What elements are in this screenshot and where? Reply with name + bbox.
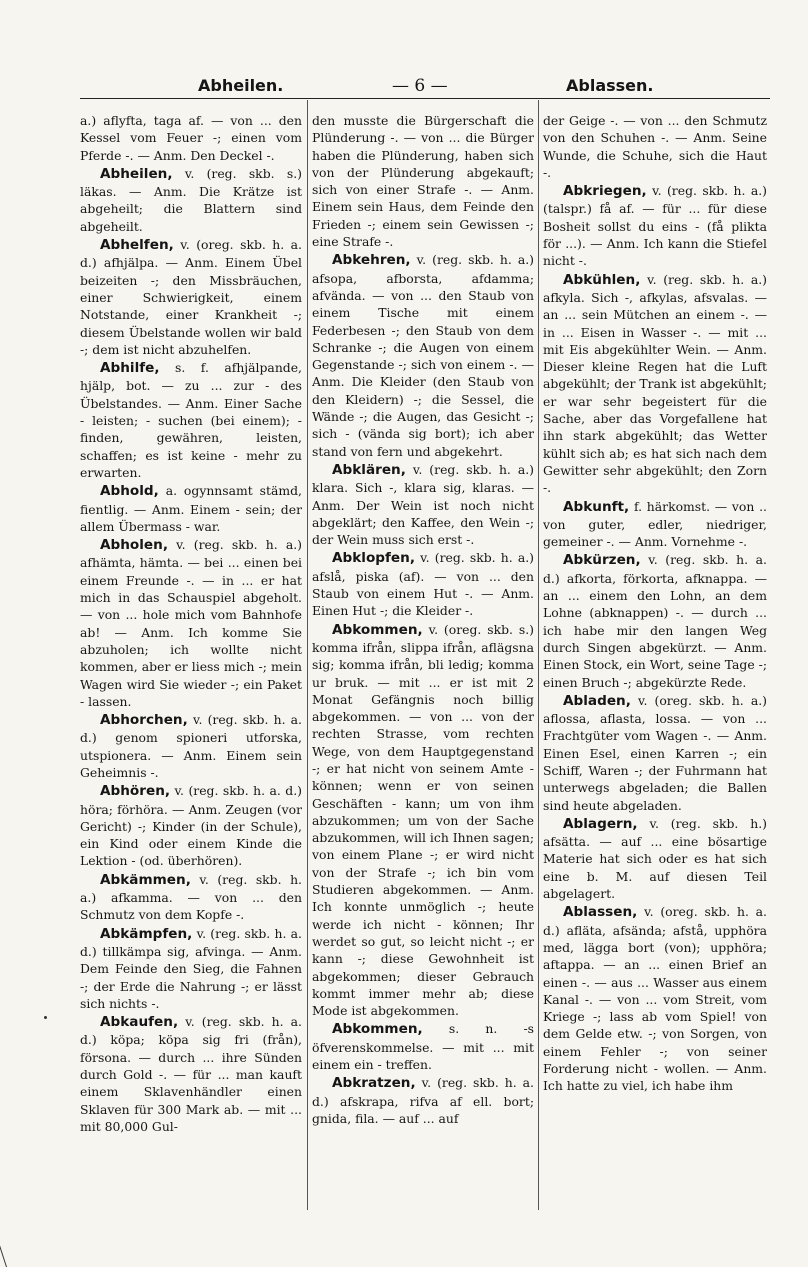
entry-text: v. (reg. skb. h. a. d.) afskrapa, rifva af ell. bort; gnida, fila. — auf ... auf xyxy=(312,1075,534,1126)
entry-text: der Geige -. — von ... den Schmutz von den Schuhen -. — Anm. Seine Wunde, die Schuhe, sich die Haut -. xyxy=(543,113,767,180)
column-2 xyxy=(312,112,534,1212)
dictionary-entry xyxy=(312,1074,534,1127)
entry-headword: Abkämpfen, xyxy=(100,925,193,942)
entry-text: v. (reg. skb. h. a.) afslå, piska (af). — von ... den Staub von einem Hut -. — Anm. Einen Hut -; die Kleider -. xyxy=(312,550,534,619)
entry-headword: Abkommen, xyxy=(332,1021,423,1038)
entry-headword: Abkratzen, xyxy=(332,1075,416,1092)
entry-headword: Ablagern, xyxy=(563,815,638,832)
entry-text: f. härkomst. — von .. von guter, edler, niedriger, gemeiner -. — Anm. Vornehme -. xyxy=(543,498,767,550)
page-header xyxy=(80,76,770,98)
dictionary-entry xyxy=(80,359,302,481)
entry-text: v. (oreg. skb. h. a.) aflossa, aflasta, lossa. — von ... Frachtgüter vom Wagen -. — Anm. Einen Esel, einen Karren -; ein Schiff, Waren -; der Fuhrmann hat unterwegs abgeladen; die Ballen sind heute abgeladen. xyxy=(543,692,767,813)
dictionary-entry xyxy=(543,692,767,814)
entry-text: v. (reg. skb. h. a.) klara. Sich -, klara sig, klaras. — Anm. Der Wein ist noch nicht abgeklärt; den Kaffee, den Wein -; der Wein muss sich erst -. xyxy=(312,461,534,548)
entry-headword: Abhilfe, xyxy=(100,360,160,377)
dictionary-entry xyxy=(312,251,534,460)
entry-headword: Abhören, xyxy=(100,783,171,800)
page-number: — 6 — xyxy=(392,76,448,96)
dictionary-entry xyxy=(80,871,302,924)
entry-text: a.) aflyfta, taga af. — von ... den Kessel vom Feuer -; einen vom Pferde -. — Anm. Den Deckel -. xyxy=(80,113,302,163)
dictionary-entry xyxy=(80,236,302,358)
dictionary-entry xyxy=(543,112,767,181)
entry-text: v. (reg. skb. h. a. d.) köpa; köpa sig fri (från), försona. — durch ... ihre Sünden durch Gold -. — für ... man kauft einem Sklavenhändler einen Sklaven für 300 Mark ab. — mit ... mit 80,000 Gul- xyxy=(80,1014,302,1134)
entry-text: s. f. afhjälpande, hjälp, bot. — zu ... zur - des Übelstandes. — Anm. Einer Sache - leisten; - suchen (bei einem); - finden, gewähren, leisten, schaffen; es ist keine - mehr zu erwarten. xyxy=(80,360,302,480)
dictionary-entry xyxy=(543,815,767,902)
column-1 xyxy=(80,112,302,1212)
dictionary-entry xyxy=(80,536,302,710)
dictionary-entry xyxy=(312,112,534,250)
entry-headword: Abkommen, xyxy=(332,621,423,638)
entry-text: v. (reg. skb. h. a. d.) afkorta, förkorta, afknappa. — an ... einem den Lohn, an dem Lohne (abknappen) -. — durch ... ich habe mir den langen Weg durch Singen abgekürzt. — Anm. Einen Stock, ein Wort, seine Tage -; einen Bruch -; abgekürzte Rede. xyxy=(543,552,767,690)
dictionary-entry xyxy=(80,711,302,781)
dictionary-entry xyxy=(543,551,767,690)
page-edge-mark xyxy=(0,1230,27,1267)
entry-headword: Abhold, xyxy=(100,483,159,500)
entry-text: a. ogynnsamt stämd, fientlig. — Anm. Einem - sein; der allem Übermass - war. xyxy=(80,483,302,534)
dictionary-entry xyxy=(543,498,767,551)
entry-text: v. (oreg. skb. h. a. d.) afhjälpa. — Anm. Einem Übel beizeiten -; den Missbräuchen, einer Schwierigkeit, einem Notstande, einer Krankheit -; diesem Übelstande wollen wir bald -; dem ist nicht abzuhelfen. xyxy=(80,237,302,357)
dictionary-entry xyxy=(80,782,302,869)
entry-headword: Abhorchen, xyxy=(100,712,188,729)
dictionary-entry xyxy=(312,461,534,548)
dictionary-entry xyxy=(312,549,534,619)
entry-headword: Abklären, xyxy=(332,461,406,478)
entry-text: v. (oreg. skb. h. a. d.) afläta, afsända; afstå, upphöra med, lägga bort (von); upphöra; aftappa. — an ... einen Brief an einen -. — aus ... Wasser aus einem Kanal -. — von ... vom Streit, vom Kriege -; lass ab vom Spiel! von dem Gelde etw. -; von Sorgen, von einem Fehler -; von seiner Forderung nicht - wollen. — Anm. Ich hatte zu viel, ich habe ihm xyxy=(543,904,767,1094)
header-left-guideword: Abheilen. xyxy=(198,76,284,95)
entry-text: v. (reg. skb. h. a.) afhämta, hämta. — bei ... einen bei einem Freunde -. — in ... er hat mich in das Schauspiel abgeholt. — von ... hole mich vom Bahnhofe ab! — Anm. Ich komme Sie abzuholen; ich wollte nicht kommen, aber er liess mich -; mein Wagen wird Sie wieder -; ein Paket - lassen. xyxy=(80,537,302,709)
entry-headword: Abladen, xyxy=(563,692,631,709)
entry-text: v. (reg. skb. h. a.) afkamma. — von ... den Schmutz von dem Kopfe -. xyxy=(80,871,302,923)
entry-text: v. (reg. skb. h. a. d.) genom spioneri utforska, utspionera. — Anm. Einem sein Geheimnis -. xyxy=(80,712,302,780)
dictionary-entry xyxy=(312,1020,534,1073)
entry-text: v. (oreg. skb. s.) komma ifrån, slippa ifrån, aflägsna sig; komma ifrån, bli ledig; komma ur bruk. — mit ... er ist mit 2 Monat Gefängnis noch billig abgekommen. — von ... von der rechten Strasse, vom rechten Wege, von dem Hauptgegenstand -; er hat nicht von seinem Amte - können; wenn er von seinen Geschäften - kann; um von ihm abzukommen; um von der Sache abzukommen, will ich Ihnen sagen; von einem Plane -; er wird nicht von der Strafe -; ich bin vom Studieren abgekommen. — Anm. Ich konnte unmöglich -; heute werde ich nicht - können; Ihr werdet so gut, so leicht nicht -; er kann -; diese Gewohnheit ist abgekommen; dieser Gebrauch kommt immer mehr ab; diese Mode ist abgekommen. xyxy=(312,621,534,1019)
entry-text: v. (reg. skb. h. a.) (talspr.) få af. — für ... für diese Bosheit sollst du eins - (få plikta för ...). — Anm. Ich kann die Stiefel nicht -. xyxy=(543,183,767,269)
dictionary-entry xyxy=(80,112,302,164)
entry-text: v. (reg. skb. h. a.) afkyla. Sich -, afkylas, afsvalas. — an ... sein Mütchen an einem -. — in ... Eisen in Wasser -. — mit ... mit Eis abgekühlter Wein. — Anm. Dieser kleine Regen hat die Luft abgekühlt; der Trank ist abgekühlt; er war sehr begeistert für die Sache, aber das Vorgefallene hat ihn stark abgekühlt; das Wetter kühlt sich ab; es hat sich nach dem Gewitter sehr abgekühlt; den Zorn -. xyxy=(543,271,767,496)
entry-headword: Ablassen, xyxy=(563,904,638,921)
dictionary-entry xyxy=(80,165,302,235)
column-3 xyxy=(543,112,767,1212)
entry-headword: Abkriegen, xyxy=(563,183,647,200)
margin-dot xyxy=(44,1016,47,1019)
dictionary-entry xyxy=(543,271,767,497)
entry-text: v. (reg. skb. h. a. d.) höra; förhöra. — Anm. Zeugen (vor Gericht) -; Kinder (in der Schule), ein Kind oder einem Kinde die Lektion - (od. überhören). xyxy=(80,783,302,869)
entry-headword: Abkehren, xyxy=(332,252,411,269)
dictionary-entry xyxy=(312,621,534,1020)
header-right-guideword: Ablassen. xyxy=(566,76,654,95)
column-divider xyxy=(538,100,539,1210)
dictionary-entry xyxy=(543,903,767,1094)
entry-headword: Abklopfen, xyxy=(332,550,415,567)
entry-headword: Abkämmen, xyxy=(100,871,191,888)
entry-text: v. (reg. skb. h. a.) afsopa, afborsta, afdamma; afvända. — von ... den Staub von einem Tische mit einem Federbesen -; den Staub von dem Schranke -; die Augen von einem Gegenstande -; sich von einem -. — Anm. Die Kleider (den Staub von den Kleidern) -; die Sessel, die Wände -; die Augen, das Gesicht -; sich - (vända sig bort); ich aber stand von fern und abgekehrt. xyxy=(312,252,534,459)
entry-headword: Abkühlen, xyxy=(563,271,641,288)
entry-headword: Abholen, xyxy=(100,537,168,554)
column-divider xyxy=(307,100,308,1210)
header-rule xyxy=(80,98,770,99)
dictionary-entry xyxy=(80,925,302,1012)
entry-text: v. (reg. skb. h. a. d.) tillkämpa sig, afvinga. — Anm. Dem Feinde den Sieg, die Fahnen -; der Erde die Nahrung -; er lässt sich nichts -. xyxy=(80,925,302,1011)
dictionary-entry xyxy=(80,482,302,535)
entry-headword: Abhelfen, xyxy=(100,237,174,254)
entry-headword: Abkaufen, xyxy=(100,1014,179,1031)
entry-headword: Abkunft, xyxy=(563,498,630,515)
entry-text: s. n. -s öfverenskommelse. — mit ... mit einem ein - treffen. xyxy=(312,1021,534,1073)
entry-text: den musste die Bürgerschaft die Plünderung -. — von ... die Bürger haben die Plünderung, haben sich von der Plünderung abgekauft; sich von einer Strafe -. — Anm. Einem sein Haus, dem Feinde den Frieden -; einem sein Gewissen -; eine Strafe -. xyxy=(312,113,534,250)
entry-text: v. (reg. skb. h.) afsätta. — auf ... eine bösartige Materie hat sich oder es hat sich eine b. M. auf diesen Teil abgelagert. xyxy=(543,815,767,902)
dictionary-entry xyxy=(543,182,767,269)
entry-headword: Abkürzen, xyxy=(563,552,641,569)
entry-headword: Abheilen, xyxy=(100,165,173,182)
dictionary-entry xyxy=(80,1013,302,1135)
entry-text: v. (reg. skb. s.) läkas. — Anm. Die Krätze ist abgeheilt; die Blattern sind abgeheilt. xyxy=(80,165,302,234)
